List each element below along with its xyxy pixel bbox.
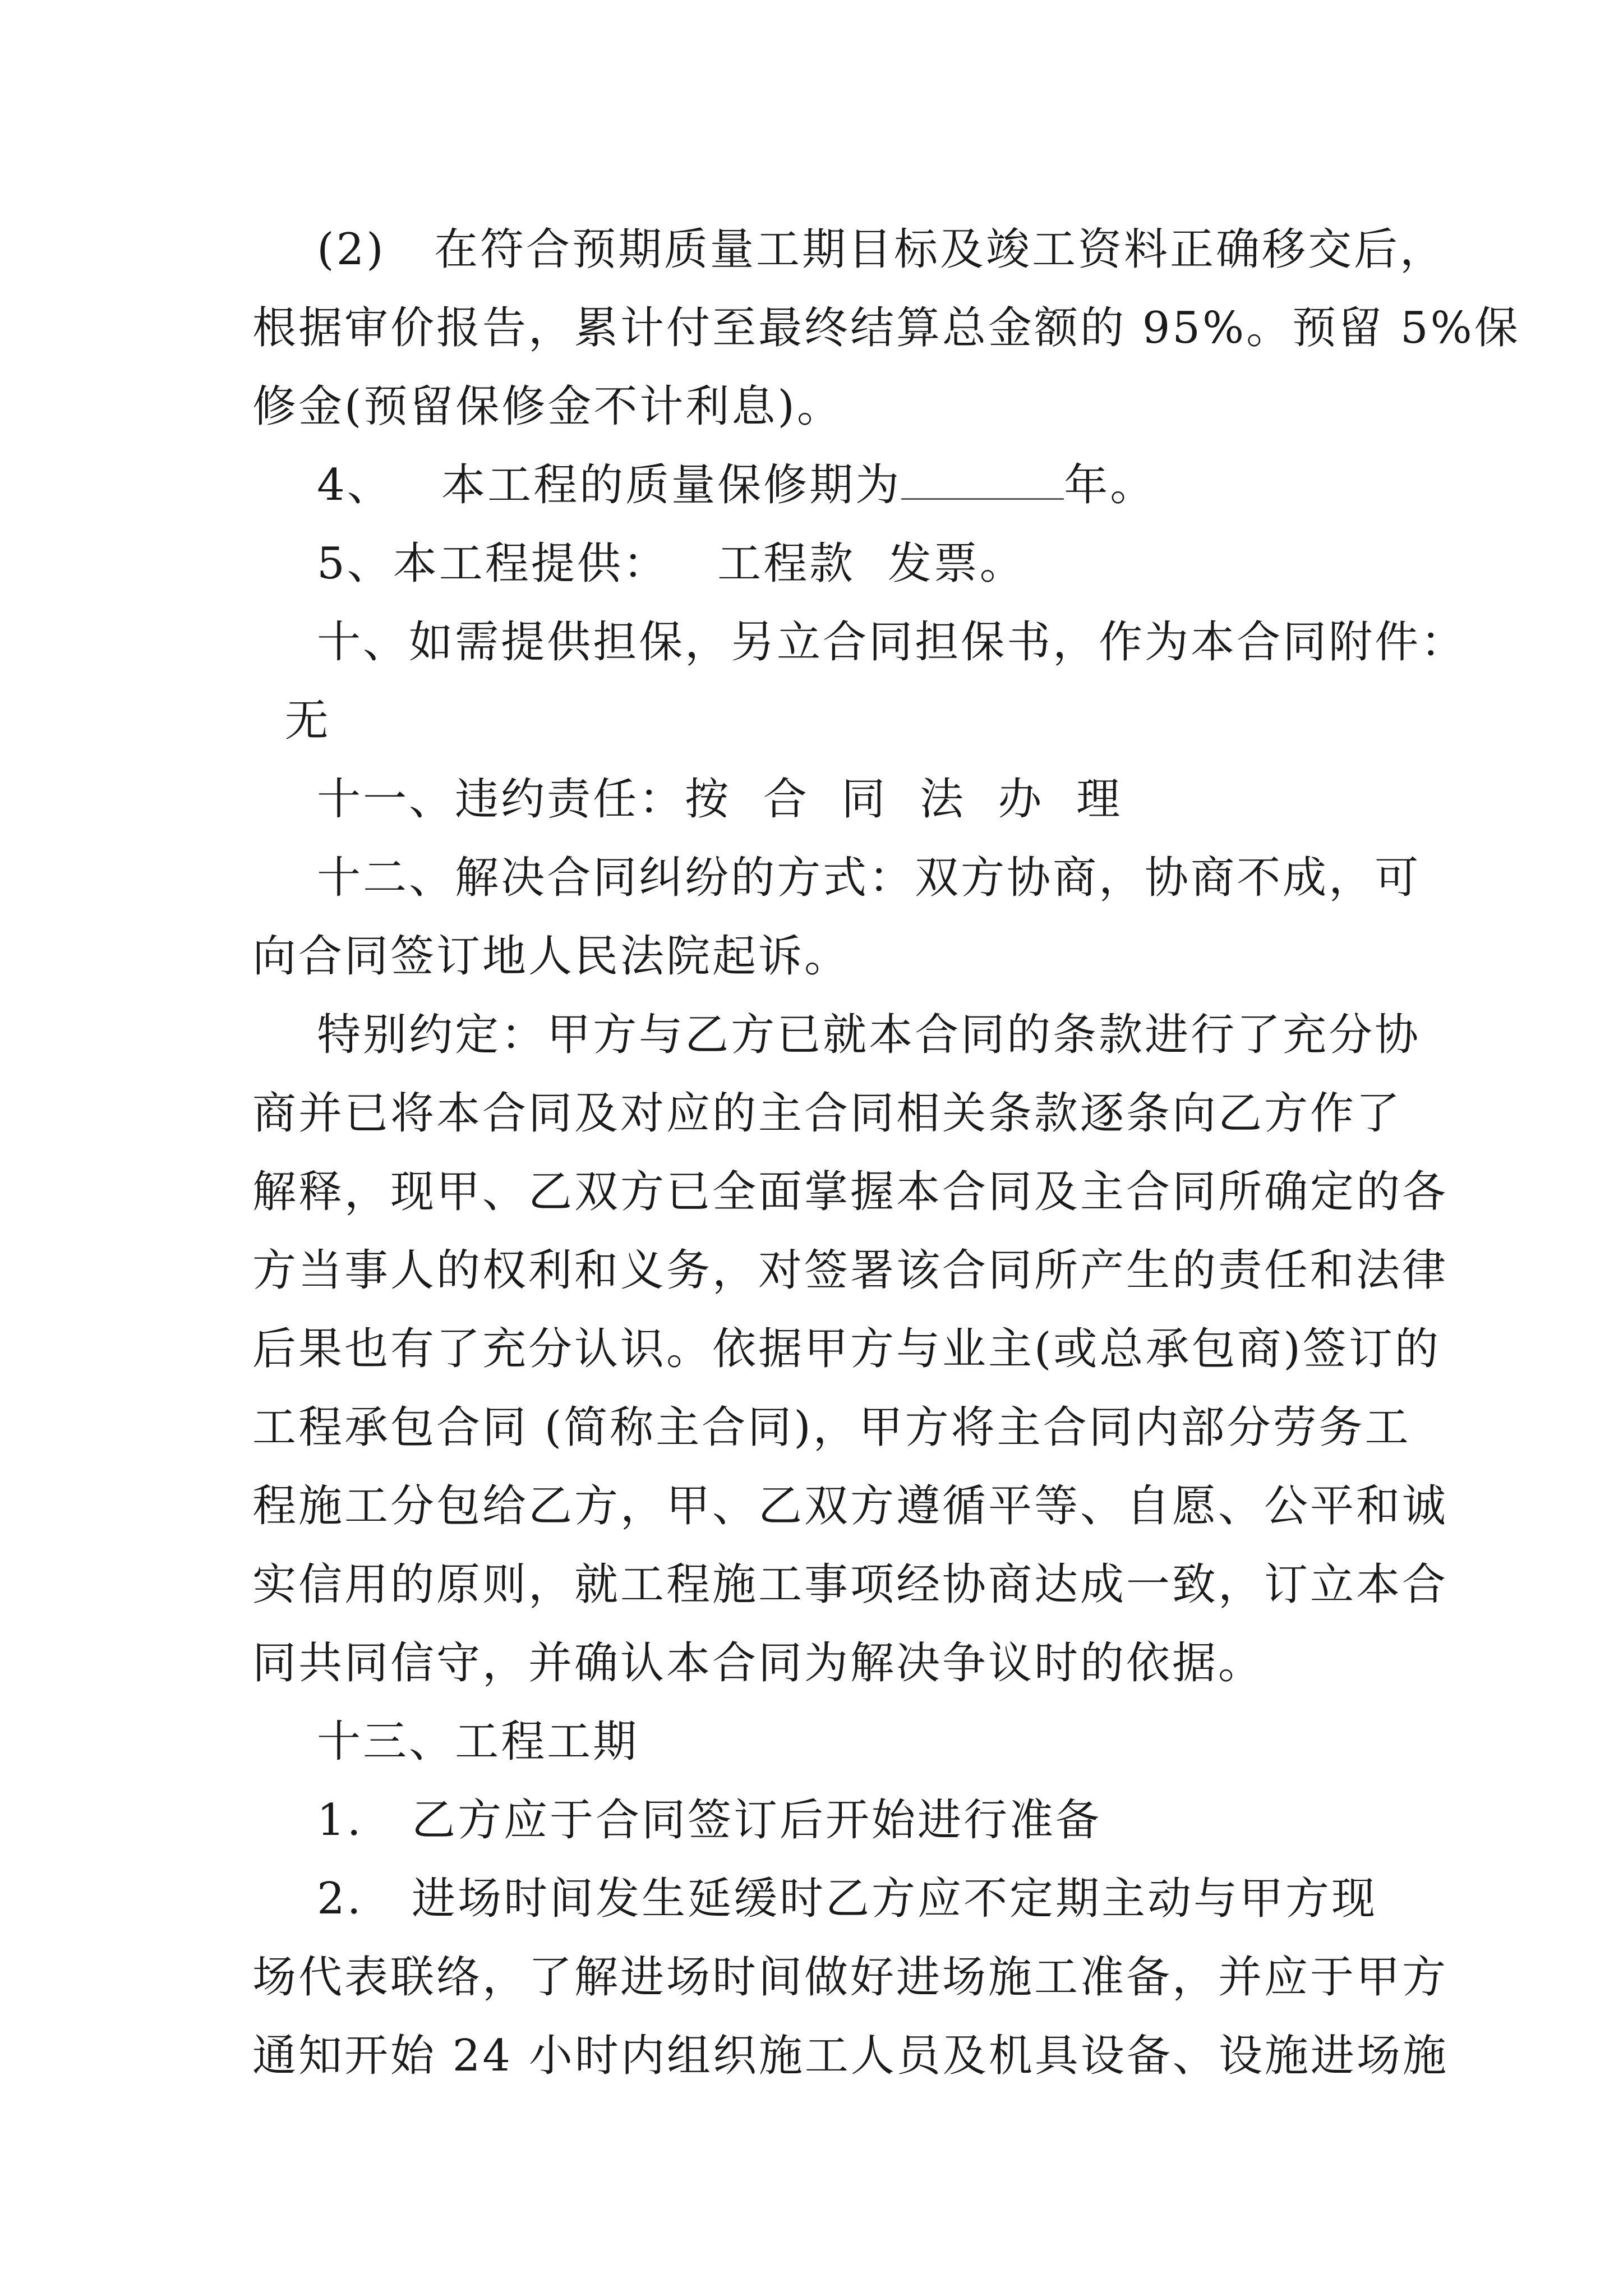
paragraph-line: 无 xyxy=(252,696,331,746)
paragraph-line: 同共同信守，并确认本合同为解决争议时的依据。 xyxy=(252,1638,1265,1688)
paragraph-line: 根据审价报告，累计付至最终结算总金额的 95%。预留 5%保 xyxy=(252,303,1520,353)
paragraph-line: 十一、违约责任：按 合 同 法 办 理 xyxy=(252,774,1123,825)
document-body xyxy=(252,210,1520,2095)
paragraph-line: 后果也有了充分认识。依据甲方与业主(或总承包商)签订的 xyxy=(252,1324,1441,1374)
paragraph-line: 通知开始 24 小时内组织施工人员及机具设备、设施进场施 xyxy=(252,2031,1449,2081)
warranty-period-suffix: 年。 xyxy=(1064,460,1156,510)
paragraph-line: 修金(预留保修金不计利息)。 xyxy=(252,381,843,432)
warranty-period-label: 4、 本工程的质量保修期为 xyxy=(252,460,902,510)
paragraph-line: 方当事人的权利和义务，对签署该合同所产生的责任和法律 xyxy=(252,1245,1449,1296)
paragraph-line: 1. 乙方应于合同签订后开始进行准备 xyxy=(252,1795,1101,1846)
paragraph-line: 程施工分包给乙方，甲、乙双方遵循平等、自愿、公平和诚 xyxy=(252,1481,1449,1531)
warranty-years-blank xyxy=(901,459,1064,500)
paragraph-line: 工程承包合同 (简称主合同)，甲方将主合同内部分劳务工 xyxy=(252,1402,1411,1453)
warranty-period-line xyxy=(252,446,1385,524)
paragraph-line: 实信用的原则，就工程施工事项经协商达成一致，订立本合 xyxy=(252,1559,1449,1610)
paragraph-line: 向合同签订地人民法院起诉。 xyxy=(252,931,851,982)
paragraph-line: 场代表联络，了解进场时间做好进场施工准备，并应于甲方 xyxy=(252,1952,1449,2003)
paragraph-line: 解释，现甲、乙双方已全面掌握本合同及主合同所确定的各 xyxy=(252,1167,1449,1217)
paragraph-line: 5、本工程提供： 工程款 发票。 xyxy=(252,539,1026,589)
paragraph-line: 十二、解决合同纠纷的方式：双方协商，协商不成，可 xyxy=(252,853,1421,903)
paragraph-line: 特别约定：甲方与乙方已就本合同的条款进行了充分协 xyxy=(252,1010,1421,1060)
paragraph-line: 十、如需提供担保，另立合同担保书，作为本合同附件： xyxy=(252,617,1467,668)
paragraph-line: (2) 在符合预期质量工期目标及竣工资料正确移交后， xyxy=(252,224,1446,275)
paragraph-line: 商并已将本合同及对应的主合同相关条款逐条向乙方作了 xyxy=(252,1088,1403,1139)
section-heading: 十三、工程工期 xyxy=(252,1717,639,1767)
paragraph-line: 2. 进场时间发生延缓时乙方应不定期主动与甲方现 xyxy=(252,1874,1377,1924)
